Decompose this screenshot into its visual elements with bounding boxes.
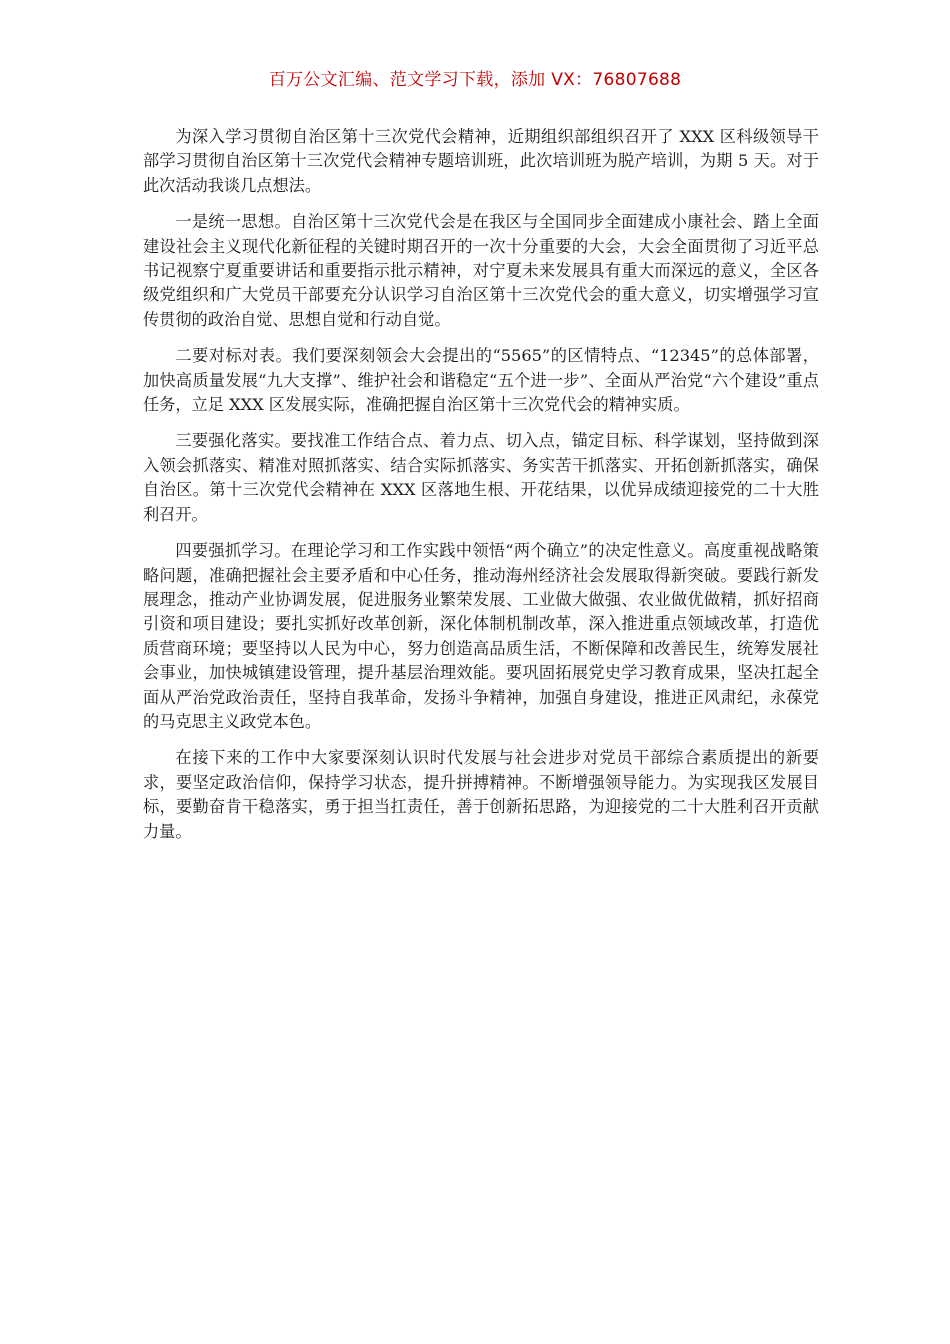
- paragraph-study: 四要强抓学习。在理论学习和工作实践中领悟“两个确立”的决定性意义。高度重视战略策略问题，准确把握社会主要矛盾和中心任务，推动海州经济社会发展取得新突破。要践行新发展理念，推动产业协调发展，促进服务业繁荣发展、工业做大做强、农业做优做精，抓好招商引资和项目建设；要扎实抓好改革创新，深化体制机制改革，深入推进重点领域改革，打造优质营商环境；要坚持以人民为中心，努力创造高品质生活，不断保障和改善民生，统筹发展社会事业，加快城镇建设管理，提升基层治理效能。要巩固拓展党史学习教育成果，坚决扛起全面从严治党政治责任，坚持自我革命，发扬斗争精神，加强自身建设，推进正风肃纪，永葆党的马克思主义政党本色。: [143, 541, 819, 731]
- paragraph-unify-thinking: 一是统一思想。自治区第十三次党代会是在我区与全国同步全面建成小康社会、踏上全面建设社会主义现代化新征程的关键时期召开的一次十分重要的大会，大会全面贯彻了习近平总书记视察宁夏重要讲话和重要指示批示精神，对宁夏未来发展具有重大而深远的意义，全区各级党组织和广大党员干部要充分认识学习自治区第十三次党代会的重大意义，切实增强学习宣传贯彻的政治自觉、思想自觉和行动自觉。: [143, 212, 819, 329]
- paragraph-conclusion: 在接下来的工作中大家要深刻认识时代发展与社会进步对党员干部综合素质提出的新要求，要坚定政治信仰，保持学习状态，提升拼搏精神。不断增强领导能力。为实现我区发展目标，要勤奋肯干稳落实，勇于担当扛责任，善于创新拓思路，为迎接党的二十大胜利召开贡献力量。: [143, 748, 819, 841]
- paragraph-intro: 为深入学习贯彻自治区第十三次党代会精神，近期组织部组织召开了 XXX 区科级领导干部学习贯彻自治区第十三次党代会精神专题培训班，此次培训班为脱产培训，为期 5 天。对于此次活动我谈几点想法。: [143, 127, 819, 195]
- watermark-header: 百万公文汇编、范文学习下载，添加 VX：76807688: [268, 70, 682, 90]
- paragraph-benchmark: 二要对标对表。我们要深刻领会大会提出的“5565”的区情特点、“12345”的总体部署，加快高质量发展“九大支撑”、维护社会和谐稳定“五个进一步”、全面从严治党“六个建设”重点任务，立足 XXX 区发展实际，准确把握自治区第十三次党代会的精神实质。: [143, 346, 819, 415]
- document-body: [143, 125, 819, 856]
- paragraph-implementation: 三要强化落实。要找准工作结合点、着力点、切入点，锚定目标、科学谋划，坚持做到深入领会抓落实、精准对照抓落实、结合实际抓落实、务实苦干抓落实、开拓创新抓落实，确保自治区。第十三次党代会精神在 XXX 区落地生根、开花结果，以优异成绩迎接党的二十大胜利召开。: [143, 431, 819, 524]
